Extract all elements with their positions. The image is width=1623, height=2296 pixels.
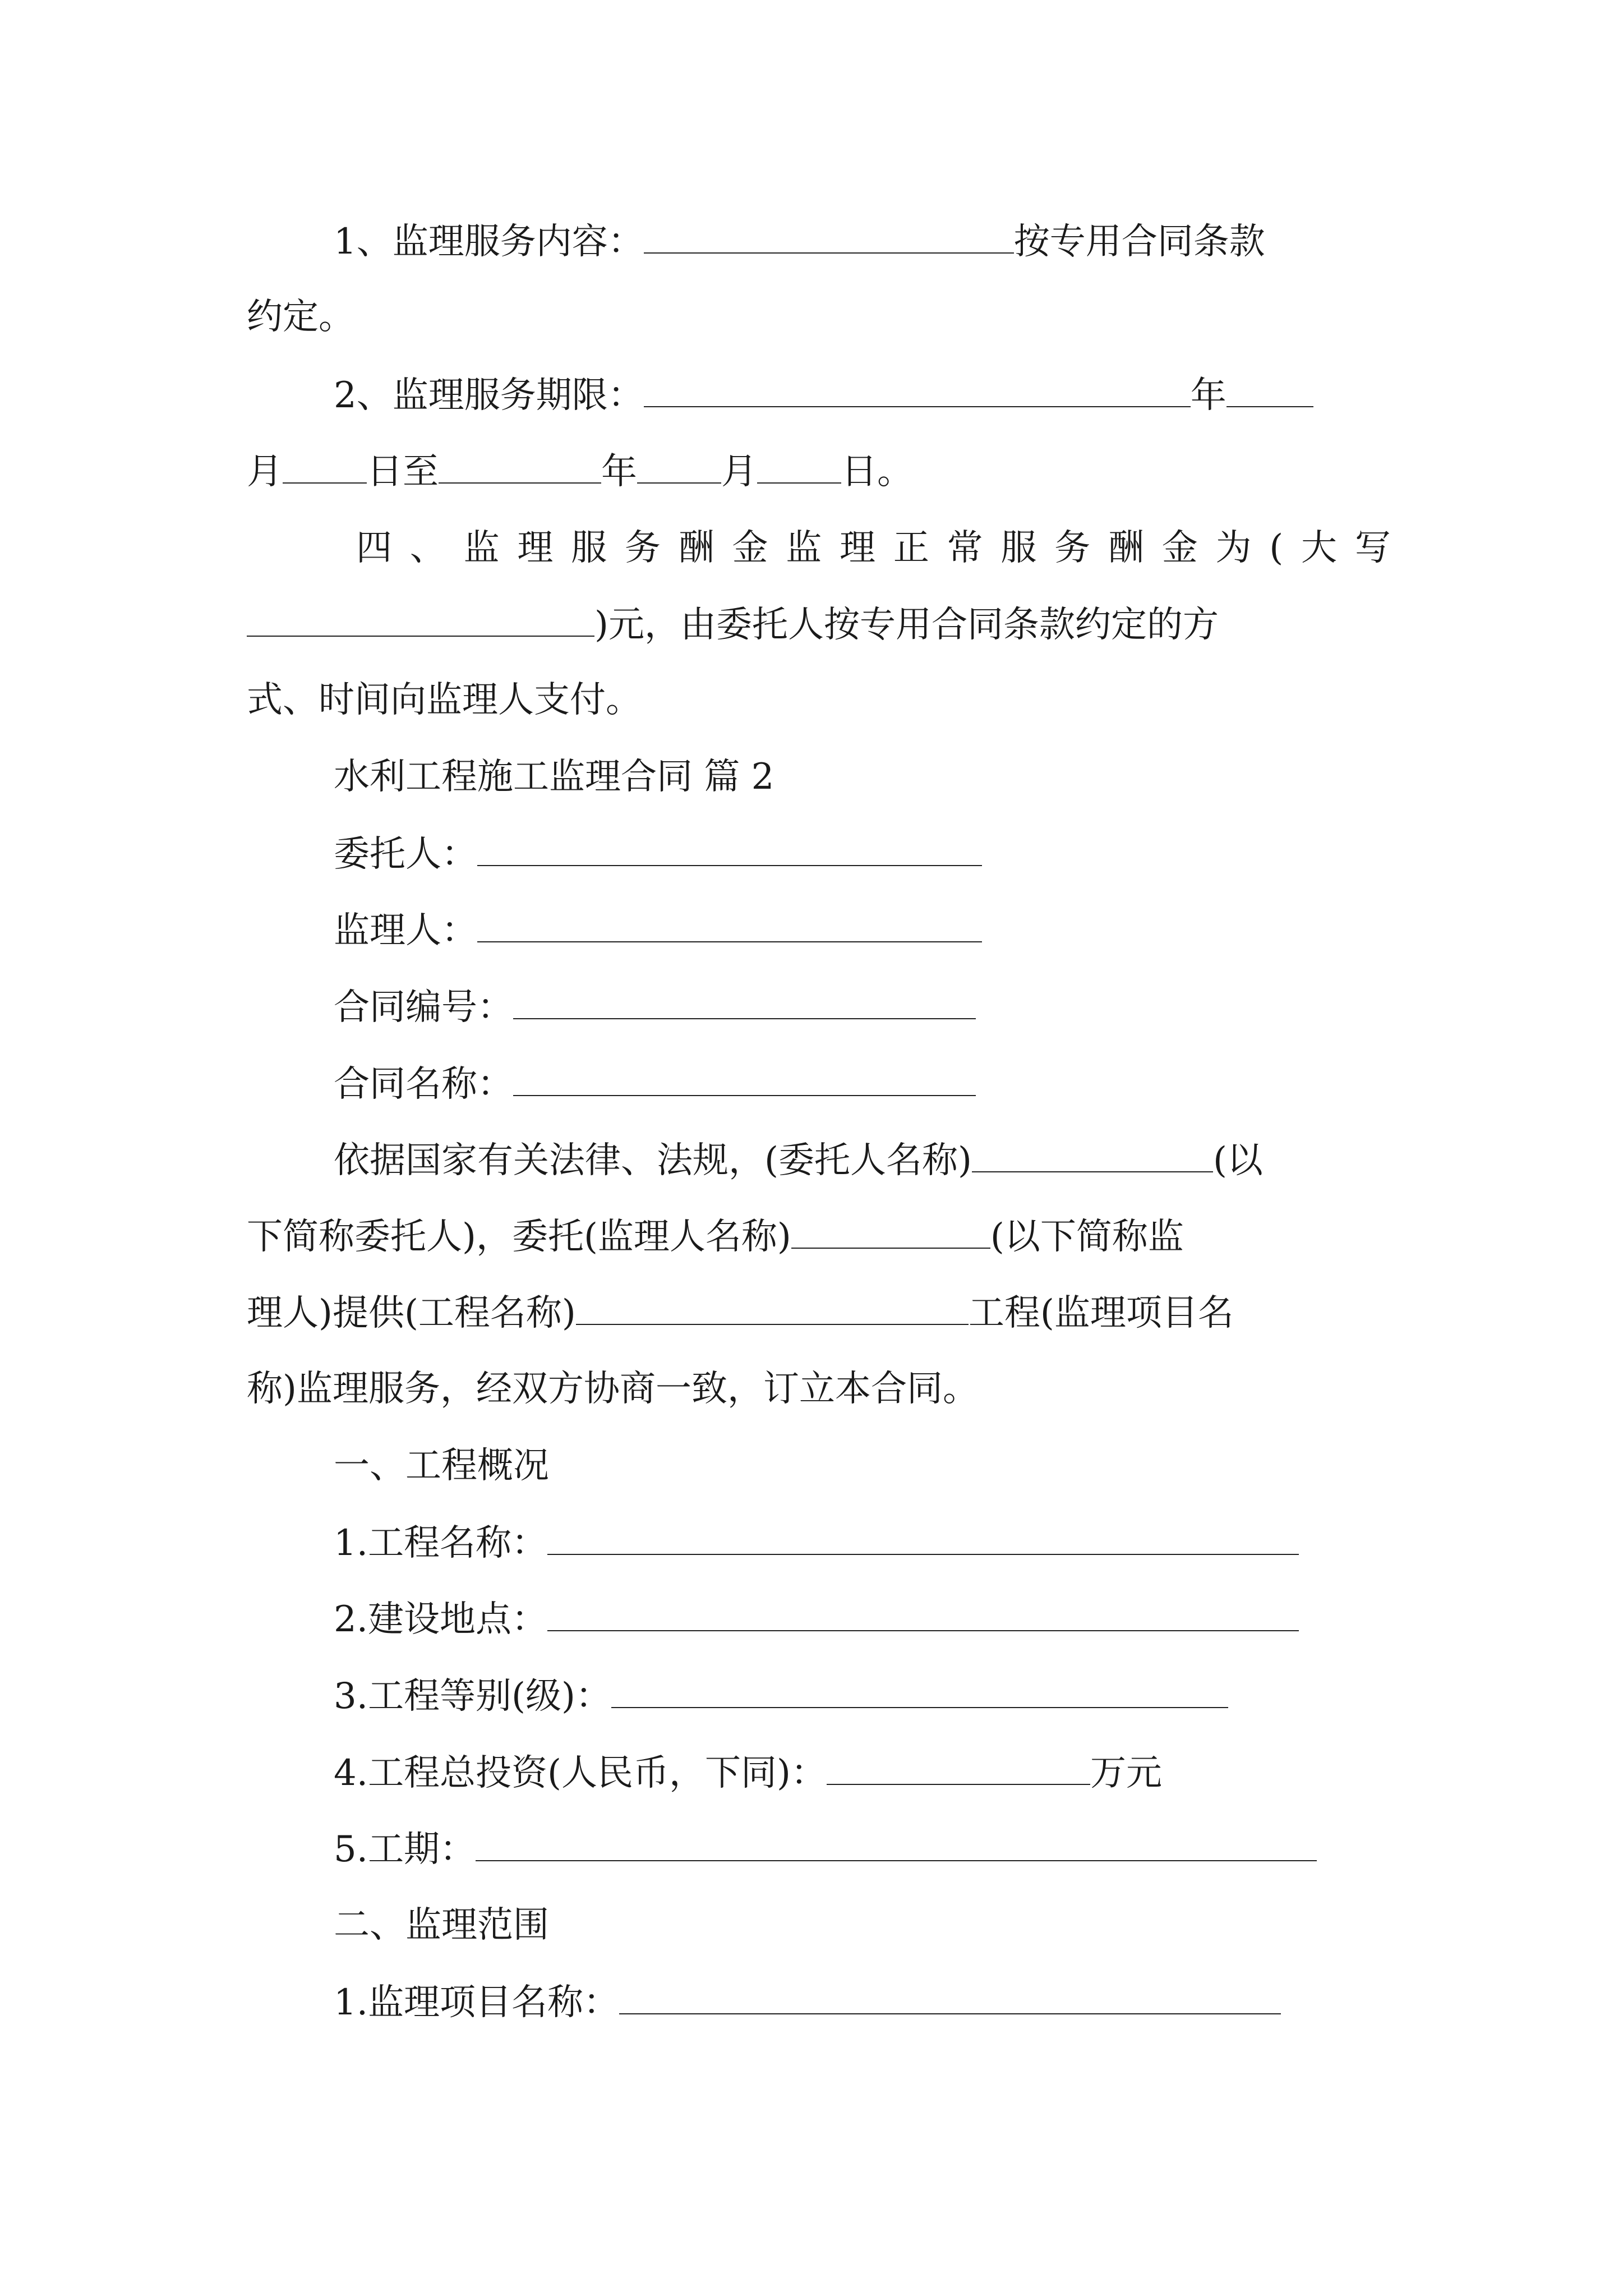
rem-char: 服: [1000, 527, 1037, 569]
rem-char: 常: [947, 527, 983, 569]
supervision-project-label: 1.监理项目名称：: [334, 1982, 620, 2023]
location-blank[interactable]: [547, 1596, 1299, 1631]
duration-label: 5.工期：: [334, 1829, 476, 1870]
contract-name-field: [334, 1061, 976, 1106]
rem-char: 监: [463, 527, 500, 569]
rem-char: 四: [356, 527, 392, 569]
service-content-end: 约定。: [247, 296, 354, 338]
grade-field: [334, 1673, 1228, 1718]
rem-char: 正: [893, 527, 929, 569]
remuneration-line: [356, 526, 1391, 570]
supervisor-name-blank[interactable]: [791, 1214, 990, 1249]
rem-char: 、: [409, 527, 446, 569]
intro-text: (以: [1212, 1140, 1263, 1181]
project-name-field-blank[interactable]: [547, 1520, 1299, 1555]
rem-char: 理: [840, 527, 876, 569]
year-label-2: 年: [601, 451, 637, 493]
rem-char: 写: [1354, 527, 1391, 569]
project-name-field: [334, 1520, 1299, 1565]
supervision-project-field: [334, 1980, 1281, 2024]
contract-title: 水利工程施工监理合同 篇 2: [334, 756, 774, 798]
client-label: 委托人：: [334, 834, 477, 875]
remuneration-text: )元，由委托人按专用合同条款约定的方: [594, 604, 1219, 646]
supervisor-field: [334, 908, 982, 953]
investment-unit: 万元: [1090, 1752, 1162, 1794]
intro-text: 理人)提供(工程名称): [247, 1292, 576, 1334]
day-to-label: 日至: [367, 451, 439, 493]
supervisor-label: 监理人：: [334, 910, 477, 951]
contract-no-field: [334, 984, 976, 1029]
remuneration-cont-2: [247, 678, 642, 723]
intro-text: 工程(监理项目名: [968, 1292, 1234, 1334]
contract-name-label: 合同名称：: [334, 1064, 513, 1105]
client-name-blank[interactable]: [972, 1138, 1213, 1172]
investment-label: 4.工程总投资(人民币，下同)：: [334, 1752, 827, 1794]
service-term-cont: [247, 449, 913, 494]
term-start-month-blank[interactable]: [1227, 372, 1313, 407]
section2-title: [334, 1903, 549, 1948]
service-content-line: [334, 219, 1265, 264]
intro-line-4: [247, 1366, 979, 1411]
term-start-day-blank[interactable]: [283, 449, 367, 484]
term-end-month-blank[interactable]: [637, 449, 721, 484]
duration-blank[interactable]: [476, 1826, 1317, 1861]
service-content-suffix: 按专用合同条款: [1013, 221, 1265, 263]
supervisor-blank[interactable]: [477, 908, 982, 942]
project-name-blank[interactable]: [576, 1290, 969, 1325]
duration-field: [334, 1826, 1317, 1871]
intro-line-3: [247, 1290, 1234, 1335]
rem-char: 服: [571, 527, 607, 569]
rem-char: (: [1269, 527, 1284, 569]
section-title: 二、监理范围: [334, 1904, 549, 1946]
intro-line-2: [247, 1214, 1184, 1259]
client-field: [334, 831, 982, 876]
section-title: 一、工程概况: [334, 1445, 549, 1487]
rem-char: 务: [624, 527, 661, 569]
rem-char: 金: [1161, 527, 1198, 569]
month-label-2: 月: [721, 451, 757, 493]
day-label-end: 日。: [841, 451, 913, 493]
client-blank[interactable]: [477, 831, 982, 866]
grade-blank[interactable]: [611, 1673, 1228, 1708]
contract-no-blank[interactable]: [513, 984, 976, 1019]
service-content-blank[interactable]: [644, 219, 1014, 254]
intro-text: 下简称委托人)，委托(监理人名称): [247, 1216, 791, 1258]
investment-field: [334, 1750, 1162, 1795]
rem-char: 务: [1054, 527, 1091, 569]
rem-char: 为: [1215, 527, 1252, 569]
rem-char: 酬: [1108, 527, 1144, 569]
contract-no-label: 合同编号：: [334, 987, 513, 1028]
intro-text: 依据国家有关法律、法规，(委托人名称): [334, 1140, 972, 1181]
service-term-line: [334, 372, 1313, 417]
year-label: 年: [1190, 375, 1227, 416]
month-label: 月: [247, 451, 283, 493]
intro-text: 称)监理服务，经双方协商一致，订立本合同。: [247, 1368, 979, 1410]
rem-char: 监: [786, 527, 822, 569]
grade-label: 3.工程等别(级)：: [334, 1676, 611, 1717]
term-end-day-blank[interactable]: [757, 449, 841, 484]
intro-line-1: [334, 1138, 1263, 1182]
project-name-label: 1.工程名称：: [334, 1522, 548, 1564]
contract-heading: [334, 754, 774, 799]
location-field: [334, 1596, 1299, 1641]
service-term-label: 2、监理服务期限：: [334, 375, 644, 416]
remuneration-text-end: 式、时间向监理人支付。: [247, 679, 642, 721]
service-content-cont: [247, 295, 354, 339]
term-start-year-blank[interactable]: [644, 372, 1191, 407]
investment-blank[interactable]: [827, 1750, 1090, 1785]
rem-char: 大: [1301, 527, 1338, 569]
intro-text: (以下简称监: [990, 1216, 1184, 1258]
supervision-project-blank[interactable]: [619, 1980, 1281, 2014]
rem-char: 理: [517, 527, 554, 569]
contract-name-blank[interactable]: [513, 1061, 976, 1096]
remuneration-cont: [247, 602, 1219, 647]
term-end-year-blank[interactable]: [439, 449, 601, 484]
location-label: 2.建设地点：: [334, 1599, 548, 1640]
rem-char: 金: [732, 527, 768, 569]
rem-char: 酬: [678, 527, 714, 569]
service-content-label: 1、监理服务内容：: [334, 221, 644, 263]
section1-title: [334, 1443, 549, 1488]
remuneration-amount-blank[interactable]: [247, 602, 594, 637]
